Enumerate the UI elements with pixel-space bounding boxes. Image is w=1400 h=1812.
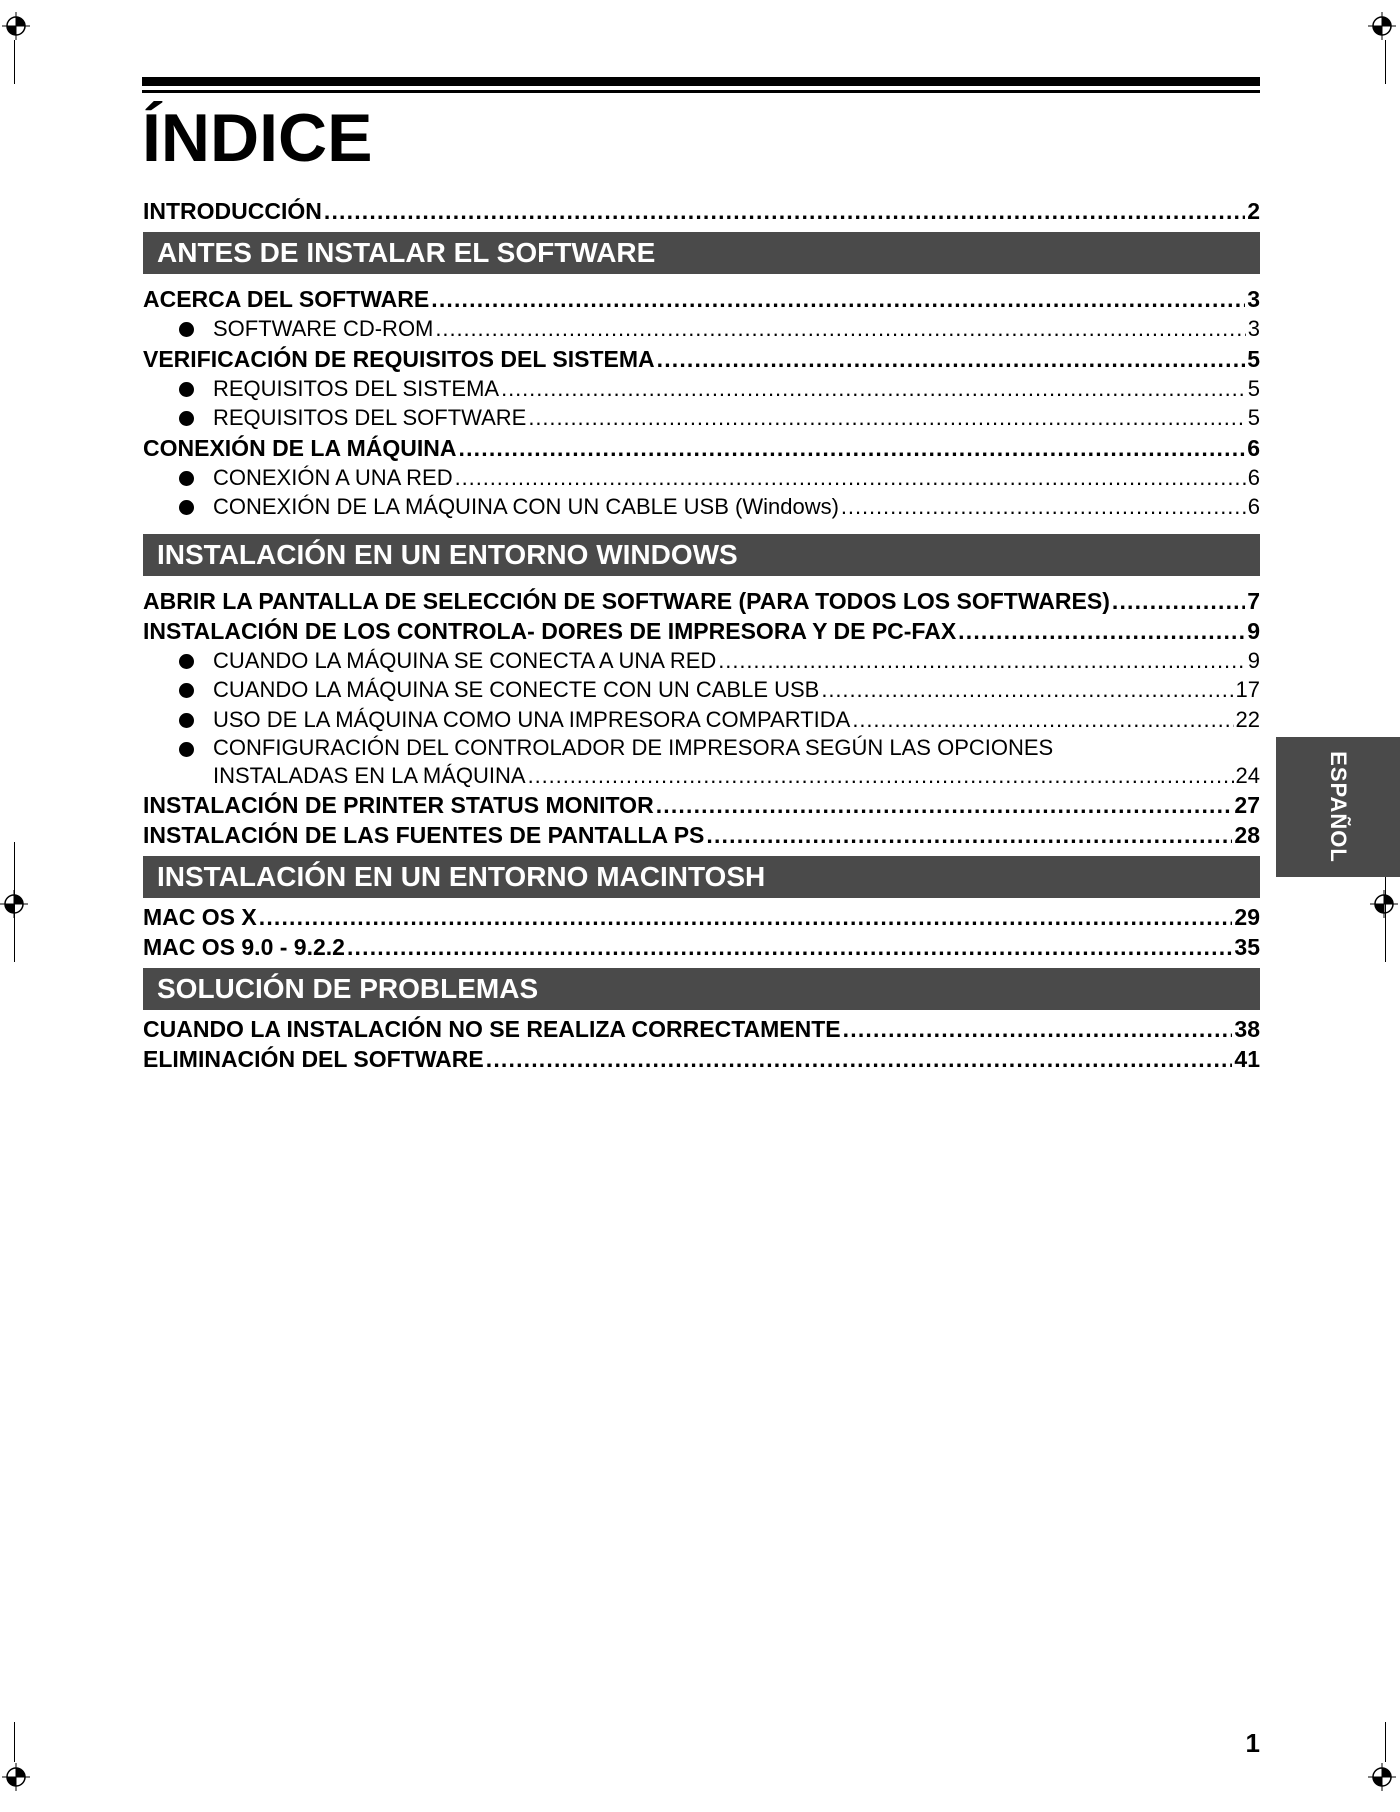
- toc-entry-label: CONEXIÓN A UNA RED: [213, 464, 453, 490]
- registration-mark-icon: [2, 1763, 30, 1791]
- bullet-icon: [179, 683, 194, 698]
- dot-leader: [821, 675, 1233, 705]
- toc-entry-page: 29: [1234, 904, 1260, 930]
- dot-leader: [656, 790, 1233, 820]
- dot-leader: [501, 374, 1246, 404]
- toc-entry[interactable]: [143, 433, 1260, 463]
- bullet-icon: [179, 742, 194, 757]
- toc-entry-page: 2: [1247, 198, 1260, 224]
- toc-entry-page: 35: [1234, 934, 1260, 960]
- toc-entry-label: CUANDO LA MÁQUINA SE CONECTE CON UN CABLE USB: [213, 677, 820, 702]
- toc-entry[interactable]: [143, 586, 1260, 616]
- section-heading: ANTES DE INSTALAR EL SOFTWARE: [143, 232, 1260, 274]
- header-rule: [142, 90, 1260, 93]
- toc-entry-page: 22: [1235, 706, 1260, 732]
- toc-entry-label: MAC OS 9.0 - 9.2.2: [143, 934, 345, 960]
- registration-mark-icon: [1368, 12, 1396, 40]
- trim-line: [1385, 1722, 1386, 1762]
- dot-leader: [852, 705, 1233, 735]
- toc-entry-label: MAC OS X: [143, 904, 257, 930]
- dot-leader: [528, 403, 1245, 433]
- toc-subentry[interactable]: [143, 646, 1260, 676]
- toc-subentry[interactable]: [143, 492, 1260, 522]
- toc-entry-page: 7: [1247, 587, 1260, 614]
- toc-entry-label: INSTALACIÓN DE LAS FUENTES DE PANTALLA PS: [143, 822, 705, 848]
- registration-mark-icon: [2, 12, 30, 40]
- dot-leader: [455, 463, 1246, 493]
- dot-leader: [1112, 586, 1245, 616]
- dot-leader: [843, 1014, 1233, 1044]
- bullet-icon: [179, 500, 194, 515]
- dot-leader: [324, 196, 1245, 226]
- dot-leader: [259, 902, 1233, 932]
- toc-entry-page: 6: [1247, 464, 1260, 490]
- section-heading: INSTALACIÓN EN UN ENTORNO WINDOWS: [143, 534, 1260, 576]
- toc-entry-label: INSTALADAS EN LA MÁQUINA: [213, 763, 526, 788]
- toc-entry-label: ABRIR LA PANTALLA DE SELECCIÓN DE SOFTWARE (PARA TODOS LOS SOFTWARES): [143, 587, 1110, 614]
- toc-entry-page: 3: [1247, 316, 1260, 341]
- bullet-icon: [179, 471, 194, 486]
- toc-entry-label: CONFIGURACIÓN DEL CONTROLADOR DE IMPRESORA SEGÚN LAS OPCIONES: [213, 735, 1054, 760]
- registration-mark-icon: [1368, 1763, 1396, 1791]
- dot-leader: [657, 344, 1246, 374]
- trim-line: [14, 842, 15, 962]
- bullet-icon: [179, 713, 194, 728]
- section-heading: INSTALACIÓN EN UN ENTORNO MACINTOSH: [143, 856, 1260, 898]
- toc-entry-page: 27: [1234, 792, 1260, 818]
- toc-entry-page: 6: [1247, 434, 1260, 461]
- toc-entry-page: 9: [1247, 617, 1260, 644]
- toc-subentry[interactable]: [143, 734, 1260, 790]
- bullet-icon: [179, 322, 194, 337]
- toc-subentry[interactable]: [143, 705, 1260, 735]
- trim-line: [1385, 40, 1386, 84]
- toc-entry-label: REQUISITOS DEL SOFTWARE: [213, 405, 527, 430]
- toc-entry-label: ELIMINACIÓN DEL SOFTWARE: [143, 1046, 484, 1072]
- toc-entry-label: SOFTWARE CD-ROM: [213, 316, 434, 341]
- toc-entry-page: 6: [1247, 494, 1260, 519]
- toc-entry-page: 5: [1247, 345, 1260, 372]
- toc-entry-page: 5: [1247, 405, 1260, 430]
- toc-entry-page: 5: [1247, 375, 1260, 401]
- toc-entry[interactable]: [143, 820, 1260, 850]
- toc-entry[interactable]: [143, 902, 1260, 932]
- page-number: 1: [1245, 1728, 1260, 1758]
- dot-leader: [347, 932, 1232, 962]
- toc-entry[interactable]: [143, 616, 1260, 646]
- toc-entry-label: INTRODUCCIÓN: [143, 198, 322, 224]
- header-rule: [142, 77, 1260, 86]
- toc-subentry[interactable]: [143, 463, 1260, 493]
- toc-entry-label: VERIFICACIÓN DE REQUISITOS DEL SISTEMA: [143, 345, 655, 372]
- toc-subentry[interactable]: [143, 314, 1260, 344]
- table-of-contents: [143, 196, 1260, 1074]
- language-tab: [1276, 737, 1400, 877]
- dot-leader: [459, 433, 1246, 463]
- toc-subentry[interactable]: [143, 374, 1260, 404]
- toc-entry[interactable]: [143, 1014, 1260, 1044]
- language-tab-label: ESPAÑOL: [1326, 751, 1351, 863]
- toc-entry-page: 41: [1234, 1046, 1260, 1072]
- trim-line: [14, 1722, 15, 1762]
- toc-entry-page: 17: [1235, 677, 1260, 702]
- toc-entry-page: 9: [1247, 647, 1260, 673]
- toc-entry-page: 28: [1234, 822, 1260, 848]
- toc-entry-label: CUANDO LA INSTALACIÓN NO SE REALIZA CORRECTAMENTE: [143, 1016, 841, 1042]
- dot-leader: [435, 314, 1245, 344]
- bullet-icon: [179, 382, 194, 397]
- dot-leader: [841, 492, 1246, 522]
- trim-line: [14, 40, 15, 84]
- toc-entry-label: INSTALACIÓN DE PRINTER STATUS MONITOR: [143, 792, 654, 818]
- toc-entry-label: INSTALACIÓN DE LOS CONTROLA- DORES DE IMPRESORA Y DE PC-FAX: [143, 617, 957, 644]
- dot-leader: [718, 646, 1245, 676]
- toc-entry-page: 24: [1235, 763, 1260, 788]
- toc-entry[interactable]: [143, 196, 1260, 226]
- dot-leader: [706, 820, 1232, 850]
- section-heading: SOLUCIÓN DE PROBLEMAS: [143, 968, 1260, 1010]
- dot-leader: [431, 284, 1245, 314]
- toc-entry[interactable]: [143, 790, 1260, 820]
- toc-entry-label: REQUISITOS DEL SISTEMA: [213, 375, 500, 401]
- toc-entry[interactable]: [143, 344, 1260, 374]
- toc-subentry[interactable]: [143, 403, 1260, 433]
- toc-entry-label: USO DE LA MÁQUINA COMO UNA IMPRESORA COMPARTIDA: [213, 706, 851, 732]
- toc-entry-label: CONEXIÓN DE LA MÁQUINA CON UN CABLE USB (Windows): [213, 494, 839, 519]
- toc-subentry[interactable]: [143, 675, 1260, 705]
- registration-mark-icon: [1370, 890, 1398, 918]
- bullet-icon: [179, 411, 194, 426]
- toc-entry-page: 3: [1247, 286, 1260, 312]
- toc-entry-label: CONEXIÓN DE LA MÁQUINA: [143, 434, 457, 461]
- toc-entry[interactable]: [143, 284, 1260, 314]
- toc-entry-page: 38: [1234, 1016, 1260, 1042]
- toc-entry[interactable]: [143, 932, 1260, 962]
- dot-leader: [486, 1044, 1233, 1074]
- dot-leader: [958, 616, 1245, 646]
- dot-leader: [528, 762, 1234, 790]
- page-title: ÍNDICE: [142, 100, 373, 176]
- toc-entry[interactable]: [143, 1044, 1260, 1074]
- toc-entry-label: ACERCA DEL SOFTWARE: [143, 286, 430, 312]
- toc-entry-label: CUANDO LA MÁQUINA SE CONECTA A UNA RED: [213, 647, 717, 673]
- bullet-icon: [179, 654, 194, 669]
